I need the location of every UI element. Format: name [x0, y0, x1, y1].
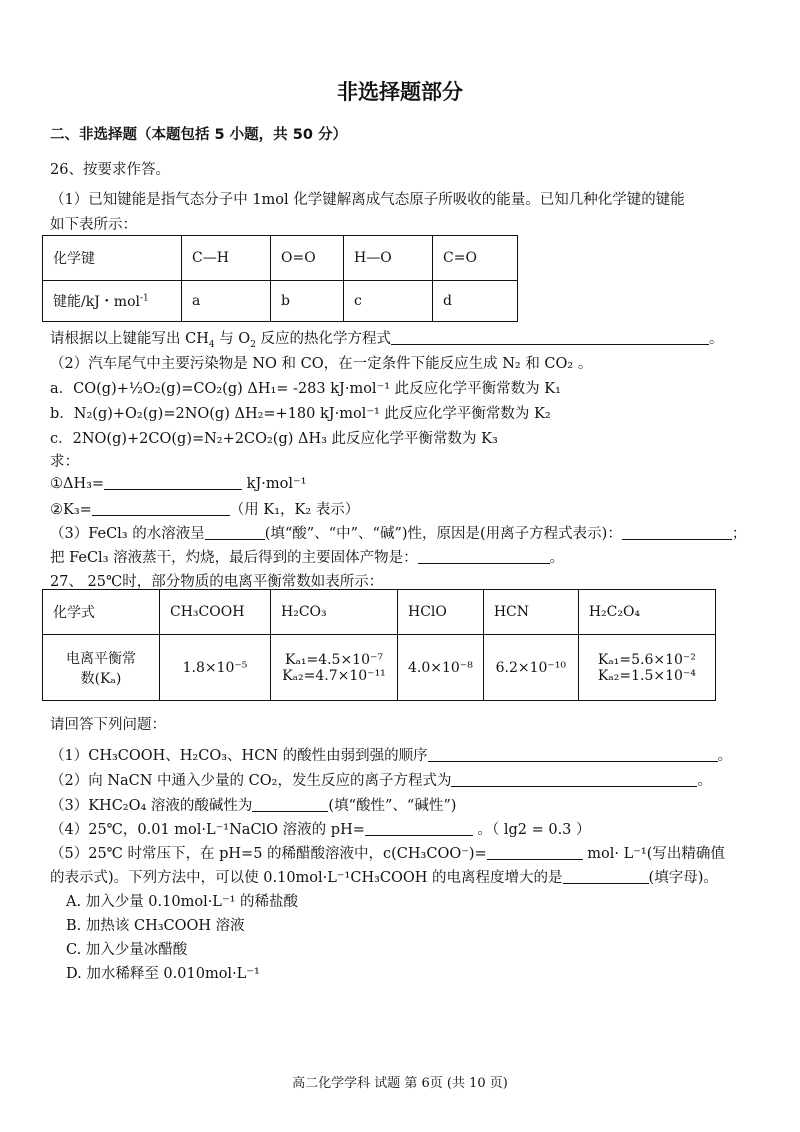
answer-blank[interactable]: [487, 844, 583, 860]
bond-header-cell: O=O: [271, 236, 344, 281]
q26-p1-line1: （1）已知键能是指气态分子中 1mol 化学键解离成气态原子所吸收的能量。已知几种化学键的键能: [50, 192, 685, 208]
ka-header-cell: CH₃COOH: [160, 590, 271, 635]
bond-value-cell: d: [433, 281, 518, 322]
answer-blank[interactable]: [205, 524, 265, 540]
q26-p3-line2: 把 FeCl₃ 溶液蒸干，灼烧，最后得到的主要固体产物是： 。: [50, 550, 565, 566]
q26-p1-prompt: 请根据以上键能写出 $CH_4$ 与 $O_2$ 反应的热化学方程式 。: [50, 331, 724, 350]
bond-header-cell: H—O: [344, 236, 433, 281]
answer-k3: ②K₃= （用 K₁，K₂ 表示）: [50, 502, 360, 518]
answer-blank[interactable]: [563, 868, 649, 884]
q26-p3-line1: （3）FeCl₃ 的水溶液呈 (填“酸”、“中”、“碱”)性，原因是(用离子方程式表示)： ；: [50, 526, 747, 542]
q26-p2-line: （2）汽车尾气中主要污染物是 NO 和 CO，在一定条件下能反应生成 N₂ 和 CO₂ 。: [50, 356, 593, 372]
option-b: B. 加热该 CH₃COOH 溶液: [66, 918, 245, 934]
answer-blank[interactable]: [418, 548, 550, 564]
bond-table-value-row: [43, 281, 518, 322]
section-header: 二、非选择题（本题包括 5 小题，共 50 分）: [50, 127, 347, 143]
ka-header-cell: HCN: [483, 590, 578, 635]
bond-row-label: 键能/kJ・mol$^{-1}$: [43, 281, 182, 322]
q27-s4: （4）25℃，0.01 mol·L⁻¹NaClO 溶液的 pH= 。（ lg2 = 0.3 ）: [50, 822, 591, 838]
ka-ch3cooh: 1.8×10⁻⁵: [160, 635, 271, 701]
bond-header-cell: 化学键: [43, 236, 182, 281]
ka-header-cell: HClO: [398, 590, 484, 635]
ka-header-cell: H₂CO₃: [271, 590, 398, 635]
option-a: A. 加入少量 0.10mol·L⁻¹ 的稀盐酸: [66, 894, 299, 910]
reaction-b: b．N₂(g)+O₂(g)=2NO(g) ΔH₂=+180 kJ·mol⁻¹ 此反应化学平衡常数为 K₂: [50, 406, 551, 422]
ka-h2c2o4: Kₐ₁=5.6×10⁻² Kₐ₂=1.5×10⁻⁴: [578, 635, 715, 701]
q27-s3: （3）KHC₂O₄ 溶液的酸碱性为 (填“酸性”、“碱性”): [50, 798, 457, 814]
ka-row-label: 电离平衡常 数(Kₐ): [43, 635, 160, 701]
bond-table-header-row: [43, 236, 518, 281]
q27-s5-line1: （5）25℃ 时常压下，在 pH=5 的稀醋酸溶液中，c(CH₃COO⁻)= mol· L⁻¹(写出精确值: [50, 846, 725, 862]
ask-label: 求：: [50, 454, 79, 470]
answer-blank[interactable]: [365, 820, 473, 836]
answer-blank[interactable]: [428, 746, 718, 762]
q26-p1-line2: 如下表所示：: [50, 217, 137, 233]
bond-energy-table: [42, 235, 518, 322]
bond-header-cell: C=O: [433, 236, 518, 281]
answer-blank[interactable]: [622, 524, 732, 540]
ka-header-cell: 化学式: [43, 590, 160, 635]
q27-heading: 27、 25℃时，部分物质的电离平衡常数如表所示：: [50, 574, 384, 590]
q26-heading: 26、按要求作答。: [50, 162, 170, 178]
reaction-c: c．2NO(g)+2CO(g)=N₂+2CO₂(g) ΔH₃ 此反应化学平衡常数为 K₃: [50, 431, 498, 447]
answer-blank[interactable]: [92, 500, 230, 516]
answer-blank[interactable]: [104, 474, 242, 490]
q27-s2: （2）向 NaCN 中通入少量的 CO₂，发生反应的离子方程式为 。: [50, 773, 712, 789]
q27-prompt: 请回答下列问题：: [50, 717, 166, 733]
ka-h2co3: Kₐ₁=4.5×10⁻⁷ Kₐ₂=4.7×10⁻¹¹: [271, 635, 398, 701]
option-c: C. 加入少量冰醋酸: [66, 942, 188, 958]
page-footer: 高二化学学科 试题 第 6页 (共 10 页): [292, 1076, 508, 1091]
ka-header-cell: H₂C₂O₄: [578, 590, 715, 635]
q27-s1: （1）CH₃COOH、H₂CO₃、HCN 的酸性由弱到强的顺序 。: [50, 748, 733, 764]
answer-blank[interactable]: [451, 771, 697, 787]
bond-value-cell: c: [344, 281, 433, 322]
answer-blank[interactable]: [391, 329, 709, 345]
ka-hclo: 4.0×10⁻⁸: [398, 635, 484, 701]
ka-hcn: 6.2×10⁻¹⁰: [483, 635, 578, 701]
page-title: 非选择题部分: [337, 80, 463, 104]
bond-header-cell: C—H: [182, 236, 271, 281]
option-d: D. 加水稀释至 0.010mol·L⁻¹: [66, 966, 260, 982]
bond-value-cell: b: [271, 281, 344, 322]
ka-table-value-row: [43, 635, 716, 701]
ka-table-header-row: [43, 590, 716, 635]
ionization-constant-table: [42, 589, 716, 701]
bond-value-cell: a: [182, 281, 271, 322]
answer-blank[interactable]: [252, 796, 328, 812]
answer-delta-h3: ①ΔH₃= kJ·mol⁻¹: [50, 476, 307, 492]
q27-s5-line2: 的表示式)。下列方法中，可以使 0.10mol·L⁻¹CH₃COOH 的电离程度增大的是 (填字母)。: [50, 870, 718, 886]
reaction-a: a．CO(g)+½O₂(g)=CO₂(g) ΔH₁= -283 kJ·mol⁻¹ 此反应化学平衡常数为 K₁: [50, 381, 561, 397]
